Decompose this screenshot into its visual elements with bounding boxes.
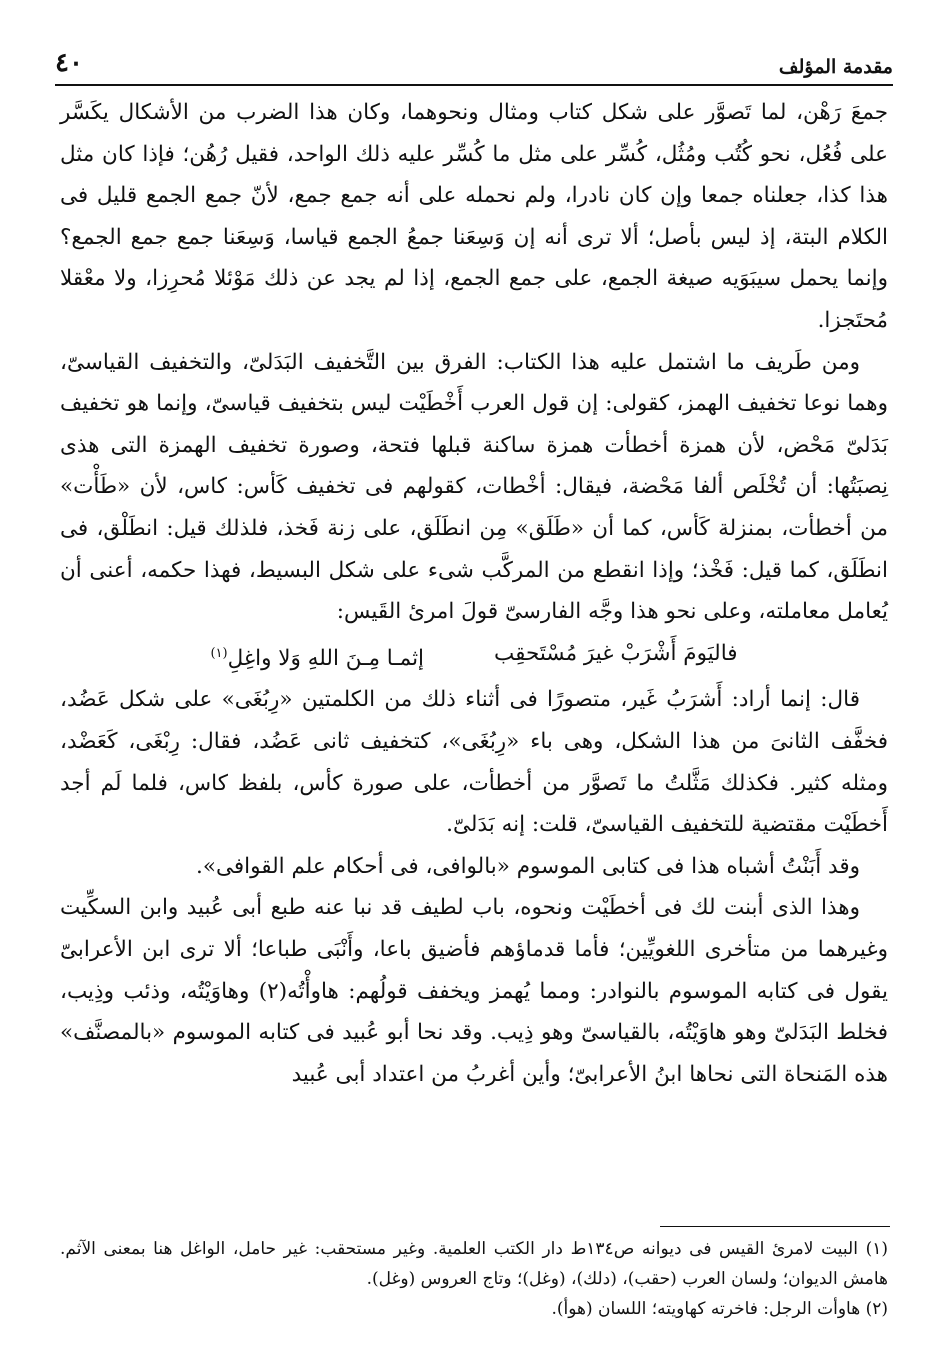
body-text [60,92,888,1095]
poetry-verse [60,633,888,680]
paragraph-3: قال: إنما أراد: أَشرَبُ غَير، متصورًا فى أثناء ذلك من الكلمتين «رِبُغَى» على شكل عَضُد، فخفَّف الثانىَ من هذا الشكل، وهى باء «رِبُغَى»، كتخفيف ثانى عَضُد، فقال: رِبْغَى، كَعَضْد، ومثله كثير. فكذلك مَثَّلتُ ما تَصوَّر من أخطأت، على صورة كأس، بلفظ كاس، فلما لَم أجد أَخطَيْت مقتضية للتخفيف القياسىّ، قلت: إنه بَدَلىّ. [60,687,888,838]
chapter-title: مقدمة المؤلف [778,56,893,78]
footnote-ref-1: (١) [210,645,228,661]
footnote-2: (٢) هاوأت الرجل: فاخرته كهاويته؛ اللسان (هوأ). [551,1299,888,1319]
paragraph-1: جمعَ رَهْن، لما تَصوَّر على شكل كتاب ومثال ونحوهما، وكان هذا الضرب من الأشكال يكَسَّر على فُعُل، نحو كُتُب ومُثُل، كُسِّر على مثل ما كُسِّر عليه ذلك الواحد، فقيل رُهُن؛ فإذا كان مثل هذا كذا، جعلناه جمعا وإن كان نادرا، ولم نحمله على أنه جمع جمع، لأنّ جمع الجمع قليل فى الكلام البتة، إذ ليس بأصل؛ ألا ترى أنه إن وَسِعَنا جمعُ الجمع قياسا، وَسِعَنا جمع جمع الجمع؟ وإنما يحمل سيبَوَيه صيغة الجمع، على جمع الجمع، إذا لم يجد عن ذلك مَوْئلا مُحرِزا، ولا معْقلا مُحتَجزا. [60,100,888,333]
page-number: ٤٠ [55,48,83,78]
paragraph-2: ومن طَريف ما اشتمل عليه هذا الكتاب: الفرق بين التَّخفيف البَدَلىّ، والتخفيف القياسىّ، وهما نوعا تخفيف الهمز، كقولى: إن قول العرب أَخْطَيْت ليس بتخفيف قياسىّ، وإنما هو تخفيف بَدَلىّ مَحْض، لأن همزة أخطأت همزة ساكنة قبلها فتحة، وصورة تخفيف الهمزة التى هذى نِصبَتُها: أن تُخْلَص ألفا مَحْضة، فيقال: أخْطات، كقولهم فى تخفيف كَأس: كاس، لأن «طَأْت» من أخطأت، بمنزلة كَأس، كما أن «طَلَق» مِن انطَلَق، على زنة فَخذ، فلذلك قيل: انطَلْق، فى انطَلَق، كما قيل: فَخْذ؛ وإذا انقطع من المركَّب شىء على شكل البسيط، فهذا حكمه، أعنى أن يُعامل معاملته، وعلى نحو هذا وجَّه الفارسىّ قولَ امرئ القَيس: [60,349,889,625]
footnote-divider [660,1226,890,1227]
footnotes [60,1234,888,1324]
footnote-1: (١) البيت لامرئ القيس فى ديوانه ص١٣٤ط دار الكتب العلمية. وغير مستحقب: غير حامل، الواغل هنا بمعنى الآثم. هامش الديوان؛ ولسان العرب (حقب)، (دلك)، (وغل)؛ وتاج العروس (وغل). [60,1239,888,1289]
verse-second-hemistich: إثمـا مِـنَ اللهِ وَلا واغِلِ$^{(١)}$ [210,645,425,671]
running-head [55,42,893,86]
verse-first-hemistich: فاليَومَ أَشْرَبْ غيرَ مُسْتَحقِب [494,640,738,666]
paragraph-5: وهذا الذى أبنت لك فى أخطَيْت ونحوه، باب لطيف قد نبا عنه طبع أبى عُبيد وابن السكِّيت وغيرهما من متأخرى اللغويِّين؛ فأما قدماؤهم فأضيق باعا، وأَنْبَى طباعا؛ ألا ترى ابن الأعرابىّ يقول فى كتابه الموسوم بالنوادر: ومما يُهمز ويخفف قولُهم: هاوأْتُه(٢) وهاوَيْتُه، وذئب وذِيب، فخلط البَدَلىّ وهو هاوَيْتُه، بالقياسىّ وهو ذِيب. وقد نحا أبو عُبيد فى كتابه الموسوم «بالمصنَّف» هذه المَنحاة التى نحاها ابنُ الأعرابىّ؛ وأين أغربُ من اعتداد أبى عُبيد [60,895,888,1087]
paragraph-4: وقد أَبَنْتُ أشباه هذا فى كتابى الموسوم «بالوافى، فى أحكام علم القوافى». [195,853,860,879]
